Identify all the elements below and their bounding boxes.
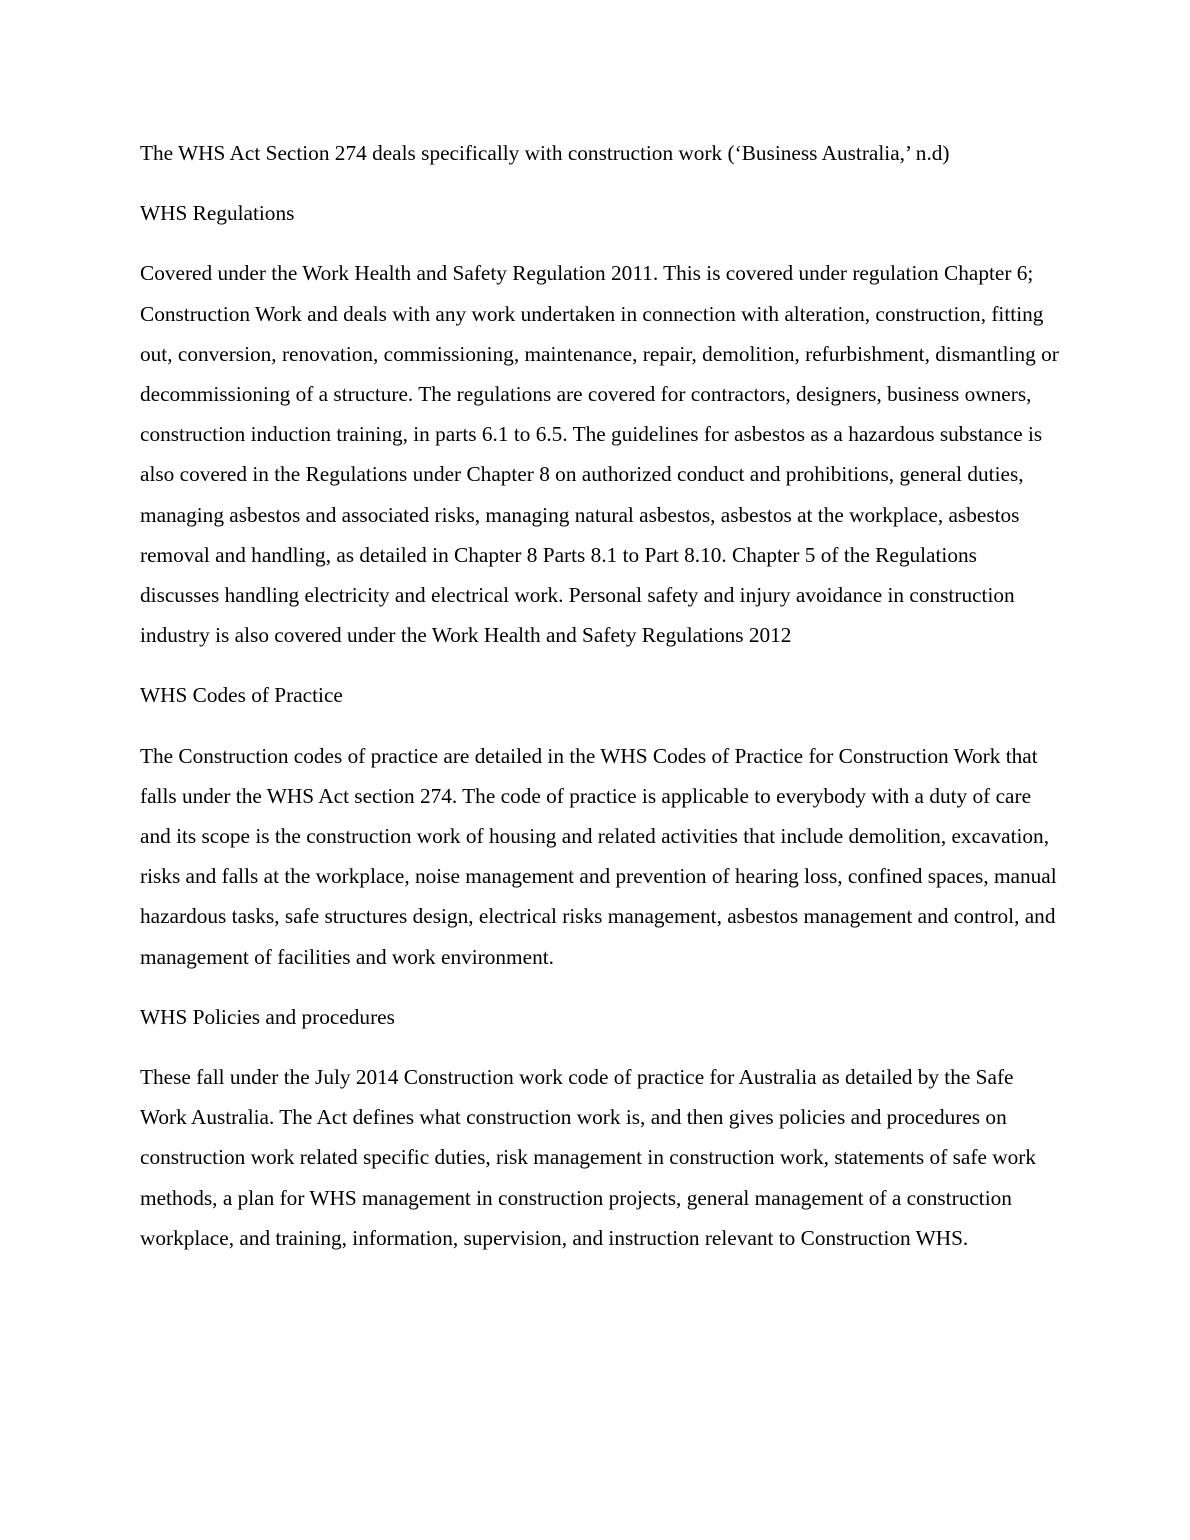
heading-whs-policies-and-procedures: WHS Policies and procedures: [140, 1004, 395, 1029]
paragraph-whs-policies-and-procedures: These fall under the July 2014 Construction work code of practice for Australia as detailed by the Safe Work Australia. The Act defines what construction work is, and then gives policies and procedures on construction work related specific duties, risk management in construction work, statements of safe work methods, a plan for WHS management in construction projects, general management of a construction workplace, and training, information, supervision, and instruction relevant to Construction WHS.: [140, 1065, 1036, 1250]
intro-paragraph: The WHS Act Section 274 deals specifically with construction work (‘Business Australia,’ n.d): [140, 141, 950, 165]
document-page: [140, 133, 1060, 1278]
paragraph-whs-codes-of-practice: The Construction codes of practice are detailed in the WHS Codes of Practice for Construction Work that falls under the WHS Act section 274. The code of practice is applicable to everybody with a duty of care and its scope is the construction work of housing and related activities that include demolition, excavation, risks and falls at the workplace, noise management and prevention of hearing loss, confined spaces, manual hazardous tasks, safe structures design, electrical risks management, asbestos management and control, and management of facilities and work environment.: [140, 743, 1057, 969]
heading-whs-regulations: WHS Regulations: [140, 201, 295, 226]
heading-whs-codes-of-practice: WHS Codes of Practice: [140, 683, 343, 708]
paragraph-whs-regulations: Covered under the Work Health and Safety Regulation 2011. This is covered under regulation Chapter 6; Construction Work and deals with any work undertaken in connection with alteration, construction, fitting out, conversion, renovation, commissioning, maintenance, repair, demolition, refurbishment, dismantling or decommissioning of a structure. The regulations are covered for contractors, designers, business owners, construction induction training, in parts 6.1 to 6.5. The guidelines for asbestos as a hazardous substance is also covered in the Regulations under Chapter 8 on authorized conduct and prohibitions, general duties, managing asbestos and associated risks, managing natural asbestos, asbestos at the workplace, asbestos removal and handling, as detailed in Chapter 8 Parts 8.1 to Part 8.10. Chapter 5 of the Regulations discusses handling electricity and electrical work. Personal safety and injury avoidance in construction industry is also covered under the Work Health and Safety Regulations 2012: [140, 261, 1059, 648]
